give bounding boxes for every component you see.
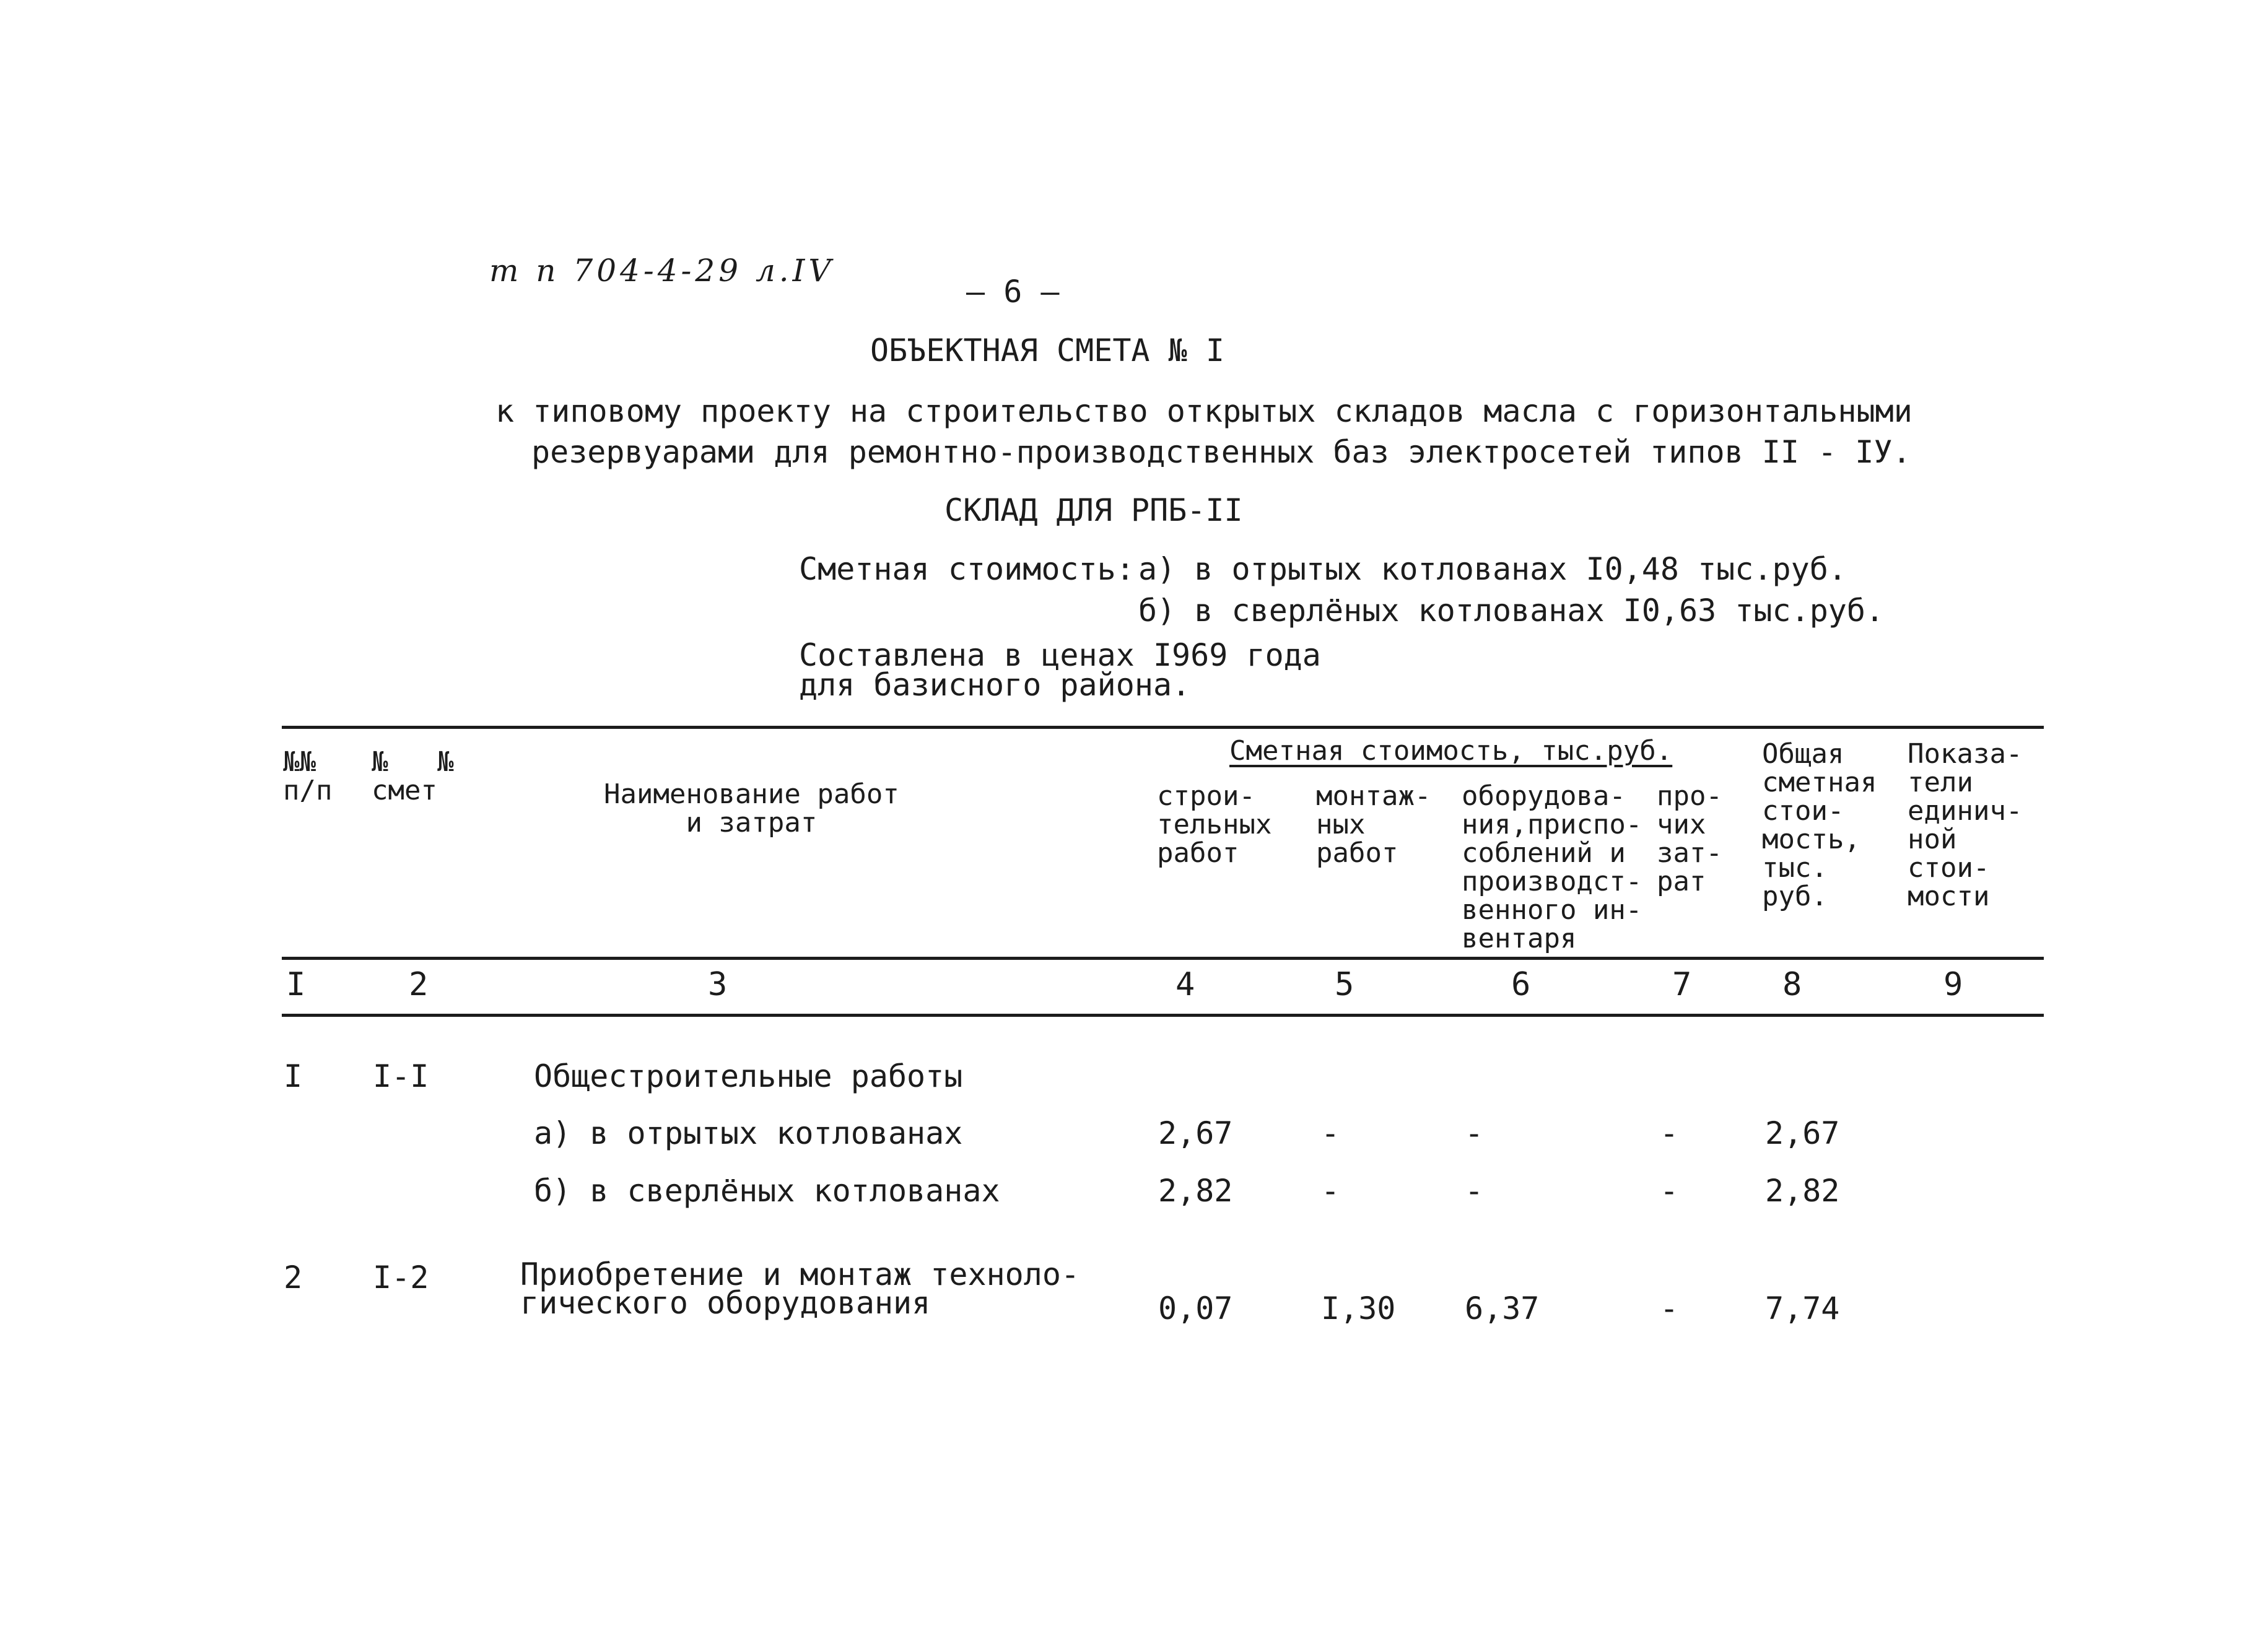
colnum-8: 8 bbox=[1782, 966, 1802, 1003]
cost-variant-b: б) в сверлёных котлованах I0,63 тыс.руб. bbox=[1138, 593, 1885, 629]
row-other: - bbox=[1660, 1173, 1679, 1209]
colnum-4: 4 bbox=[1175, 966, 1195, 1003]
prices-note-line-2: для базисного района. bbox=[799, 667, 1191, 703]
colnum-2: 2 bbox=[409, 966, 429, 1003]
subtitle-line-2: резервуарами для ремонтно-производственных баз электросетей типов II - IУ. bbox=[531, 434, 1911, 470]
header-row-number: №№ п/п bbox=[283, 746, 333, 806]
row-total: 2,67 bbox=[1765, 1115, 1840, 1151]
header-equipment: оборудова- ния,приспо- соблений и производст- венного ин- вентаря bbox=[1462, 780, 1642, 954]
row-installation: - bbox=[1321, 1173, 1340, 1209]
document-title: ОБЪЕКТНАЯ СМЕТА № I bbox=[870, 333, 1224, 368]
row-other: - bbox=[1660, 1291, 1679, 1326]
colnum-3: 3 bbox=[708, 966, 728, 1003]
page-number: — 6 — bbox=[966, 274, 1060, 310]
header-cost-group: Сметная стоимость, тыс.руб. bbox=[1229, 735, 1673, 767]
header-estimate-number: № № смет bbox=[372, 746, 454, 806]
row-name: Общестроительные работы bbox=[534, 1058, 963, 1094]
row-equipment: - bbox=[1465, 1173, 1484, 1209]
header-bottom-rule bbox=[282, 957, 2044, 960]
colnum-1: I bbox=[286, 966, 306, 1003]
row-name: б) в сверлёных котлованах bbox=[534, 1173, 1000, 1209]
table-top-rule bbox=[282, 726, 2044, 729]
row-name: а) в отрытых котлованах bbox=[534, 1115, 963, 1151]
row-equipment: 6,37 bbox=[1465, 1291, 1540, 1326]
document-code: т п 704-4-29 л.IV bbox=[489, 253, 835, 289]
row-equipment: - bbox=[1465, 1115, 1484, 1151]
row-installation: I,30 bbox=[1321, 1291, 1396, 1326]
row-installation: - bbox=[1321, 1115, 1340, 1151]
colnum-7: 7 bbox=[1672, 966, 1692, 1003]
row-total: 2,82 bbox=[1765, 1173, 1840, 1209]
colnum-6: 6 bbox=[1511, 966, 1531, 1003]
numbers-bottom-rule bbox=[282, 1014, 2044, 1017]
row-estimate: I-2 bbox=[373, 1260, 429, 1295]
header-other: про- чих зат- рат bbox=[1657, 780, 1722, 897]
colnum-5: 5 bbox=[1335, 966, 1354, 1003]
cost-variant-a: а) в отрытых котлованах I0,48 тыс.руб. bbox=[1138, 551, 1847, 587]
row-name: Приобретение и монтаж техноло- гического оборудования bbox=[520, 1256, 1080, 1321]
header-total: Общая сметная стои- мость, тыс. руб. bbox=[1762, 738, 1877, 912]
prices-note-line-1: Составлена в ценах I969 года bbox=[799, 637, 1321, 673]
subtitle-line-1: к типовому проекту на строительство открытых складов масла с горизонтальными bbox=[495, 393, 1913, 429]
section-title: СКЛАД ДЛЯ РПБ-II bbox=[944, 492, 1243, 528]
header-work-name: Наименование работ и затрат bbox=[604, 778, 899, 838]
row-number: I bbox=[284, 1058, 303, 1094]
row-estimate: I-I bbox=[373, 1058, 429, 1094]
row-total: 7,74 bbox=[1765, 1291, 1840, 1326]
header-construction: строи- тельных работ bbox=[1157, 780, 1272, 869]
header-installation: монтаж- ных работ bbox=[1316, 780, 1431, 869]
cost-label: Сметная стоимость: bbox=[799, 551, 1135, 587]
row-construction: 2,67 bbox=[1158, 1115, 1233, 1151]
header-unit-cost: Показа- тели единич- ной стои- мости bbox=[1908, 738, 2023, 912]
row-construction: 2,82 bbox=[1158, 1173, 1233, 1209]
colnum-9: 9 bbox=[1943, 966, 1963, 1003]
row-other: - bbox=[1660, 1115, 1679, 1151]
row-construction: 0,07 bbox=[1158, 1291, 1233, 1326]
row-number: 2 bbox=[284, 1260, 303, 1295]
